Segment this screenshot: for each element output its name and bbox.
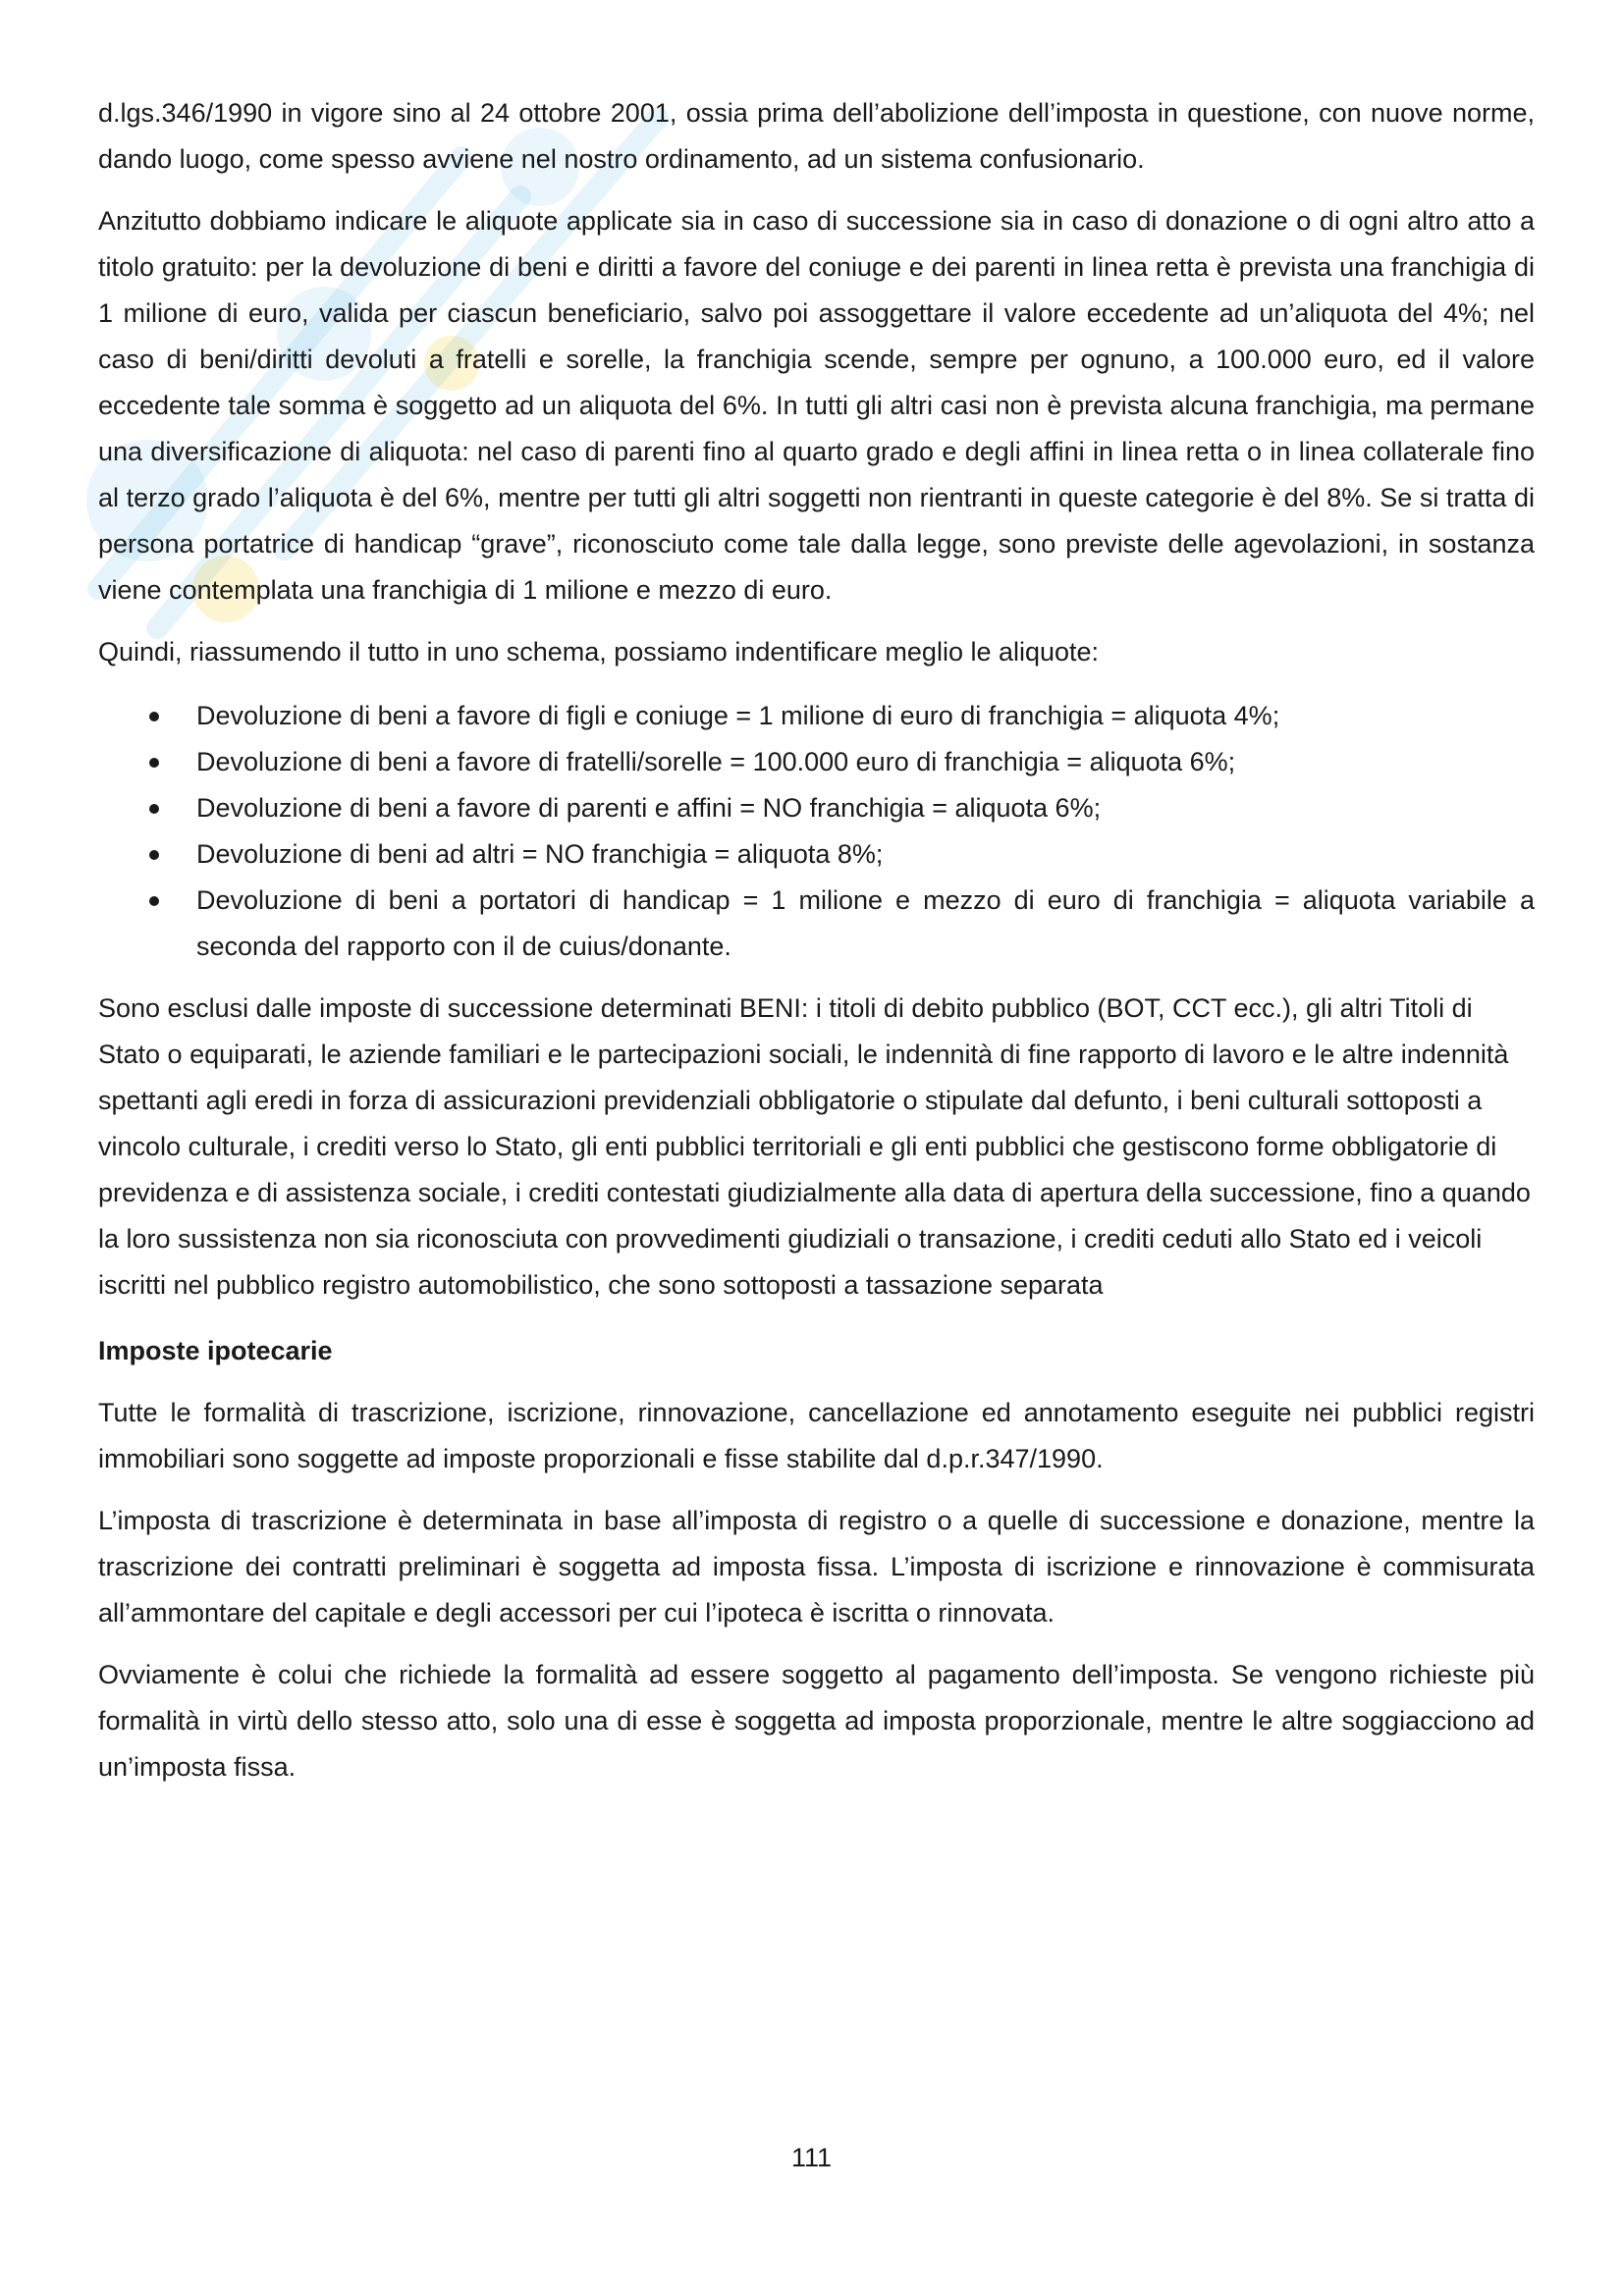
list-item: Devoluzione di beni a favore di figli e coniuge = 1 milione di euro di franchigia = aliquota 4%; [98, 693, 1535, 739]
bullet-icon [149, 850, 159, 860]
document-page [98, 90, 1535, 1790]
bullet-icon [149, 804, 159, 814]
list-item: Devoluzione di beni a favore di parenti e affini = NO franchigia = aliquota 6%; [98, 785, 1535, 831]
list-item: Devoluzione di beni a favore di fratelli/sorelle = 100.000 euro di franchigia = aliquota 6%; [98, 739, 1535, 785]
section-heading: Imposte ipotecarie [98, 1336, 333, 1365]
bullet-icon [149, 896, 159, 906]
list-item: Devoluzione di beni ad altri = NO franchigia = aliquota 8%; [98, 831, 1535, 878]
bullet-icon [149, 758, 159, 768]
aliquote-list [98, 693, 1535, 970]
list-item: Devoluzione di beni a portatori di handicap = 1 milione e mezzo di euro di franchigia = aliquota variabile a seconda del rapporto con il de cuius/donante. [98, 878, 1535, 970]
paragraph-formalita: Tutte le formalità di trascrizione, iscrizione, rinnovazione, cancellazione ed annotamento eseguite nei pubblici registri immobiliari sono soggette ad imposte proporzionali e fisse stabilite dal d.p.r.347/1990. [98, 1398, 1535, 1473]
paragraph-trascrizione: L’imposta di trascrizione è determinata in base all’imposta di registro o a quelle di successione e donazione, mentre la trascrizione dei contratti preliminari è soggetta ad imposta fissa. L’imposta di iscrizione e rinnovazione è commisurata all’ammontare del capitale e degli accessori per cui l’ipoteca è iscritta o rinnovata. [98, 1506, 1535, 1628]
bullet-icon [149, 712, 159, 721]
paragraph-aliquote: Anzitutto dobbiamo indicare le aliquote applicate sia in caso di successione sia in caso di donazione o di ogni altro atto a titolo gratuito: per la devoluzione di beni e diritti a favore del coniuge e dei parenti in linea retta è prevista una franchigia di 1 milione di euro, valida per ciascun beneficiario, salvo poi assoggettare il valore eccedente ad un’aliquota del 4%; nel caso di beni/diritti devoluti a fratelli e sorelle, la franchigia scende, sempre per ognuno, a 100.000 euro, ed il valore eccedente tale somma è soggetto ad un aliquota del 6%. In tutti gli altri casi non è prevista alcuna franchigia, ma permane una diversificazione di aliquota: nel caso di parenti fino al quarto grado e degli affini in linea retta o in linea collaterale fino al terzo grado l’aliquota è del 6%, mentre per tutti gli altri soggetti non rientranti in queste categorie è del 8%. Se si tratta di persona portatrice di handicap “grave”, riconosciuto come tale dalla legge, sono previste delle agevolazioni, in sostanza viene contemplata una franchigia di 1 milione e mezzo di euro. [98, 206, 1535, 605]
page-number: 111 [790, 2143, 833, 2172]
paragraph-beni-esclusi: Sono esclusi dalle imposte di successione determinati BENI: i titoli di debito pubblico (BOT, CCT ecc.), gli altri Titoli di Stato o equiparati, le aziende familiari e le partecipazioni sociali, le indennità di fine rapporto di lavoro e le altre indennità spettanti agli eredi in forza di assicurazioni previdenziali obbligatorie o stipulate dal defunto, i beni culturali sottoposti a vincolo culturale, i crediti verso lo Stato, gli enti pubblici territoriali e gli enti pubblici che gestiscono forme obbligatorie di previdenza e di assistenza sociale, i crediti contestati giudizialmente alla data di apertura della successione, fino a quando la loro sussistenza non sia riconosciuta con provvedimenti giudiziali o transazione, i crediti ceduti allo Stato ed i veicoli iscritti nel pubblico registro automobilistico, che sono sottoposti a tassazione separata [98, 993, 1531, 1300]
paragraph-soggetto: Ovviamente è colui che richiede la formalità ad essere soggetto al pagamento dell’imposta. Se vengono richieste più formalità in virtù dello stesso atto, solo una di esse è soggetta ad imposta proporzionale, mentre le altre soggiacciono ad un’imposta fissa. [98, 1660, 1535, 1782]
paragraph-schema-intro: Quindi, riassumendo il tutto in uno schema, possiamo indentificare meglio le aliquote: [98, 637, 1100, 667]
paragraph-intro: d.lgs.346/1990 in vigore sino al 24 ottobre 2001, ossia prima dell’abolizione dell’imposta in questione, con nuove norme, dando luogo, come spesso avviene nel nostro ordinamento, ad un sistema confusionario. [98, 98, 1535, 174]
